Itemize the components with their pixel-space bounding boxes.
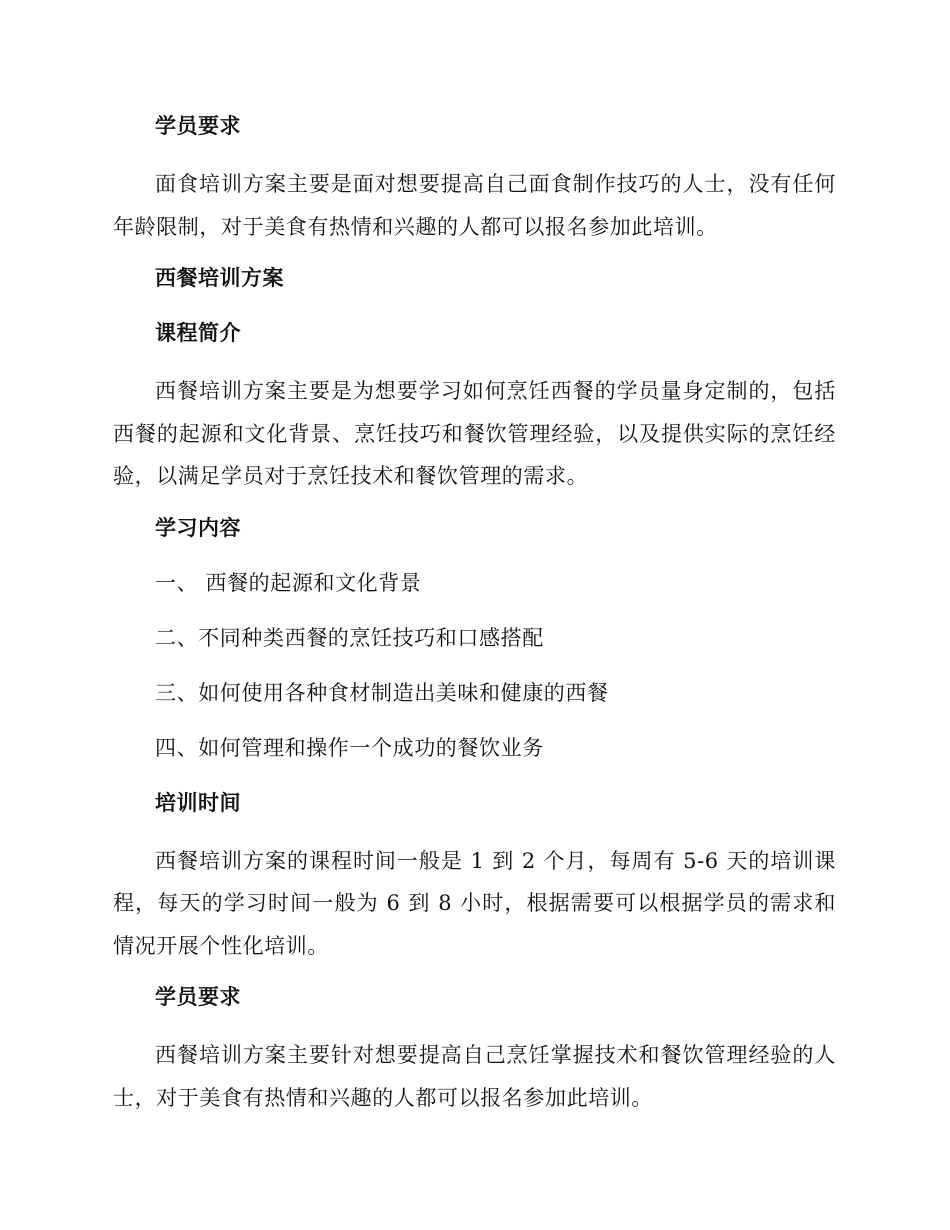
section-heading-requirements: 学员要求 (155, 113, 241, 138)
list-item: 二、不同种类西餐的烹饪技巧和口感搭配 (155, 625, 544, 650)
list-item: 三、如何使用各种食材制造出美味和健康的西餐 (155, 680, 609, 705)
document-title: 西餐培训方案 (155, 265, 284, 290)
paragraph-requirements-pasta: 面食培训方案主要是面对想要提高自己面食制作技巧的人士，没有任何年龄限制，对于美食有热情和兴趣的人都可以报名参加此培训。 (113, 172, 836, 239)
section-heading-content: 学习内容 (155, 514, 241, 540)
section-heading-schedule: 培训时间 (155, 789, 241, 815)
paragraph-intro: 西餐培训方案主要是为想要学习如何烹饪西餐的学员量身定制的，包括西餐的起源和文化背景、烹饪技巧和餐饮管理经验，以及提供实际的烹饪经验，以满足学员对于烹饪技术和餐饮管理的需求。 (113, 379, 836, 488)
paragraph-schedule: 西餐培训方案的课程时间一般是 1 到 2 个月，每周有 5-6 天的培训课程，每天的学习时间一般为 6 到 8 小时，根据需要可以根据学员的需求和情况开展个性化培训。 (113, 848, 836, 958)
section-heading-requirements-western: 学员要求 (155, 984, 241, 1009)
list-item: 四、如何管理和操作一个成功的餐饮业务 (155, 735, 544, 760)
section-heading-intro: 课程简介 (155, 320, 241, 345)
paragraph-requirements-western: 西餐培训方案主要针对想要提高自己烹饪掌握技术和餐饮管理经验的人士，对于美食有热情和兴趣的人都可以报名参加此培训。 (113, 1043, 836, 1110)
list-item: 一、 西餐的起源和文化背景 (155, 570, 422, 595)
document-body (113, 108, 836, 1119)
